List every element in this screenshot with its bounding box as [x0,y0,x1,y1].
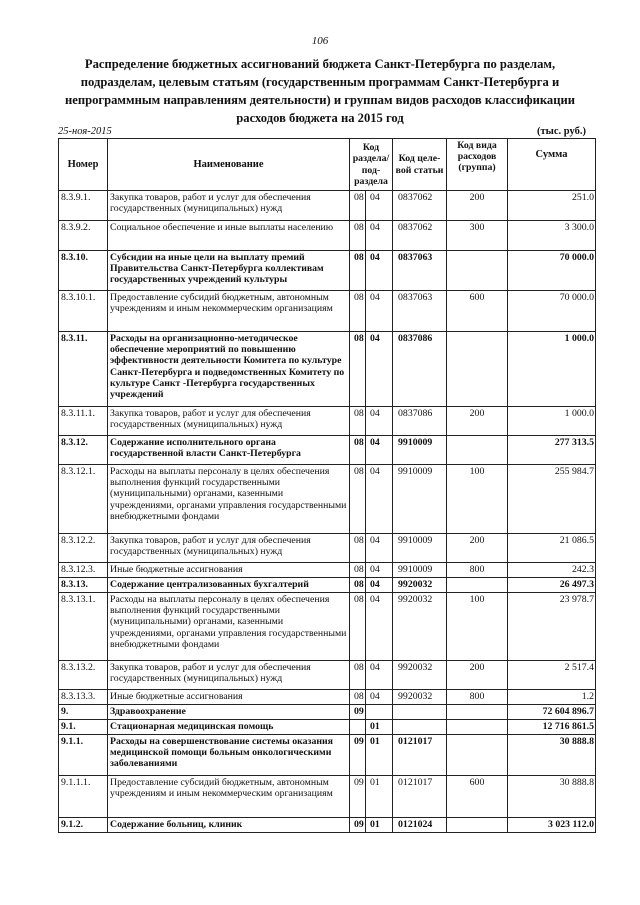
row-subsection-code: 04 [366,436,393,465]
row-amount: 251.0 [508,191,596,221]
row-number: 8.3.12. [59,436,108,465]
row-amount: 23 978.7 [508,593,596,661]
row-number: 8.3.12.1. [59,465,108,534]
row-article-code: 9920032 [393,578,447,593]
row-name: Содержание больниц, клиник [108,818,350,833]
row-subsection-code: 04 [366,291,393,332]
row-name: Содержание централизованных бухгалтерий [108,578,350,593]
row-subsection-code: 01 [366,818,393,833]
row-number: 8.3.9.2. [59,221,108,251]
row-number: 8.3.13.1. [59,593,108,661]
row-expense-type [447,578,508,593]
row-subsection-code: 04 [366,593,393,661]
page-number: 106 [311,35,329,47]
row-section-code: 09 [350,735,366,776]
title-line-2: подразделам, целевым статьям (государственным программам Санкт-Петербурга и [80,75,560,89]
row-amount: 1 000.0 [508,407,596,436]
row-expense-type [447,720,508,735]
row-subsection-code: 04 [366,465,393,534]
table-row [59,191,596,221]
header-amount: Сумма [508,139,596,191]
row-name: Закупка товаров, работ и услуг для обеспечения государственных (муниципальных) нужд [108,407,350,436]
row-number: 8.3.11.1. [59,407,108,436]
row-name: Субсидии на иные цели на выплату премий Правительства Санкт-Петербурга коллективам государственных учреждений культуры [108,251,350,291]
row-number: 9.1. [59,720,108,735]
table-row [59,818,596,833]
row-expense-type [447,436,508,465]
row-name: Содержание исполнительного органа государственной власти Санкт-Петербурга [108,436,350,465]
row-section-code: 08 [350,661,366,690]
row-article-code: 0837063 [393,251,447,291]
row-article-code: 9910009 [393,563,447,578]
row-article-code: 0837062 [393,191,447,221]
row-amount: 255 984.7 [508,465,596,534]
row-number: 8.3.11. [59,332,108,407]
row-name: Предоставление субсидий бюджетным, автономным учреждениям и иным некоммерческим организациям [108,776,350,818]
row-subsection-code: 04 [366,221,393,251]
row-expense-type [447,818,508,833]
header-article: Код целе- вой статьи [393,139,447,191]
row-amount: 3 023 112.0 [508,818,596,833]
row-expense-type: 200 [447,534,508,563]
table-row [59,291,596,332]
row-name: Иные бюджетные ассигнования [108,690,350,705]
title-line-1: Распределение бюджетных ассигнований бюджета Санкт-Петербурга по разделам, [84,57,556,71]
table-row [59,720,596,735]
row-name: Иные бюджетные ассигнования [108,563,350,578]
row-number: 9.1.1.1. [59,776,108,818]
row-expense-type: 800 [447,690,508,705]
table-header-row [59,139,596,191]
row-amount: 12 716 861.5 [508,720,596,735]
row-amount: 277 313.5 [508,436,596,465]
row-name: Расходы на выплаты персоналу в целях обеспечения выполнения функций государственными (муниципальными) органами, казенными учреждениями, органами управления государственными внебюджетными фондами [108,465,350,534]
row-article-code: 9910009 [393,465,447,534]
row-number: 8.3.13.2. [59,661,108,690]
row-article-code: 9910009 [393,436,447,465]
row-number: 8.3.12.2. [59,534,108,563]
row-number: 9.1.1. [59,735,108,776]
table-row [59,534,596,563]
row-expense-type: 600 [447,776,508,818]
row-expense-type: 600 [447,291,508,332]
row-section-code: 09 [350,776,366,818]
header-expense-type: Код вида расходов (группа) [447,139,508,191]
row-amount: 1 000.0 [508,332,596,407]
table-row [59,407,596,436]
row-number: 8.3.12.3. [59,563,108,578]
row-expense-type: 300 [447,221,508,251]
table-row [59,705,596,720]
row-expense-type: 800 [447,563,508,578]
row-section-code: 08 [350,221,366,251]
row-subsection-code: 01 [366,776,393,818]
row-number: 8.3.9.1. [59,191,108,221]
row-section-code: 08 [350,407,366,436]
header-name: Наименование [108,139,350,191]
row-section-code: 08 [350,251,366,291]
row-expense-type [447,705,508,720]
row-subsection-code: 04 [366,578,393,593]
row-section-code: 09 [350,818,366,833]
table-row [59,578,596,593]
row-section-code [350,720,366,735]
row-article-code: 9920032 [393,690,447,705]
row-article-code: 0837063 [393,291,447,332]
table-row [59,251,596,291]
row-expense-type: 200 [447,407,508,436]
row-article-code: 0837086 [393,332,447,407]
row-name: Социальное обеспечение и иные выплаты населению [108,221,350,251]
row-article-code [393,720,447,735]
row-expense-type: 200 [447,661,508,690]
row-section-code: 08 [350,534,366,563]
row-amount: 70 000.0 [508,291,596,332]
table-row [59,332,596,407]
row-name: Расходы на совершенствование системы оказания медицинской помощи больным онкологическими заболеваниями [108,735,350,776]
row-name: Закупка товаров, работ и услуг для обеспечения государственных (муниципальных) нужд [108,534,350,563]
row-subsection-code: 01 [366,720,393,735]
row-number: 8.3.10. [59,251,108,291]
document-title [40,55,600,127]
row-name: Здравоохранение [108,705,350,720]
table-row [59,465,596,534]
budget-table [58,138,596,833]
row-expense-type: 100 [447,593,508,661]
header-section: Код раздела/ под- раздела [350,139,393,191]
row-section-code: 08 [350,593,366,661]
row-section-code: 08 [350,465,366,534]
row-section-code: 08 [350,578,366,593]
row-section-code: 08 [350,690,366,705]
row-subsection-code: 04 [366,191,393,221]
row-subsection-code: 04 [366,661,393,690]
row-article-code: 0837086 [393,407,447,436]
row-article-code: 0121017 [393,776,447,818]
row-article-code: 9910009 [393,534,447,563]
row-amount: 26 497.3 [508,578,596,593]
row-subsection-code: 04 [366,332,393,407]
row-name: Стационарная медицинская помощь [108,720,350,735]
row-section-code: 08 [350,563,366,578]
row-number: 8.3.13. [59,578,108,593]
row-amount: 21 086.5 [508,534,596,563]
row-subsection-code: 04 [366,534,393,563]
row-name: Расходы на организационно-методическое обеспечение мероприятий по повышению эффективности деятельности Комитета по культуре Санкт-Петербурга и подведомственных Комитету по культуре Санкт -Петербурга государственных учреждений [108,332,350,407]
row-subsection-code: 04 [366,563,393,578]
table-row [59,690,596,705]
row-section-code: 09 [350,705,366,720]
row-subsection-code: 04 [366,251,393,291]
row-expense-type [447,251,508,291]
row-name: Предоставление субсидий бюджетным, автономным учреждениям и иным некоммерческим организациям [108,291,350,332]
row-subsection-code [366,705,393,720]
table-body [59,191,596,833]
row-amount: 30 888.8 [508,776,596,818]
row-subsection-code: 04 [366,690,393,705]
row-number: 8.3.13.3. [59,690,108,705]
row-section-code: 08 [350,332,366,407]
row-expense-type [447,332,508,407]
row-number: 9. [59,705,108,720]
row-amount: 3 300.0 [508,221,596,251]
table-row [59,563,596,578]
row-amount: 2 517.4 [508,661,596,690]
row-article-code: 9920032 [393,661,447,690]
row-amount: 30 888.8 [508,735,596,776]
table-row [59,221,596,251]
row-article-code [393,705,447,720]
row-subsection-code: 01 [366,735,393,776]
row-section-code: 08 [350,291,366,332]
row-number: 9.1.2. [59,818,108,833]
row-name: Расходы на выплаты персоналу в целях обеспечения выполнения функций государственными (муниципальными) органами, казенными учреждениями, органами управления государственными внебюджетными фондами [108,593,350,661]
row-article-code: 0837062 [393,221,447,251]
header-number: Номер [59,139,108,191]
units-label: (тыс. руб.) [537,126,586,137]
title-line-3: непрограммным направлениям деятельности) и группам видов расходов классификации [65,93,575,107]
row-expense-type [447,735,508,776]
row-amount: 242.3 [508,563,596,578]
row-article-code: 9920032 [393,593,447,661]
row-name: Закупка товаров, работ и услуг для обеспечения государственных (муниципальных) нужд [108,191,350,221]
row-section-code: 08 [350,191,366,221]
table-row [59,436,596,465]
document-date: 25-ноя-2015 [58,126,112,137]
title-line-4: расходов бюджета на 2015 год [236,111,404,125]
row-amount: 70 000.0 [508,251,596,291]
row-article-code: 0121024 [393,818,447,833]
row-amount: 72 604 896.7 [508,705,596,720]
row-article-code: 0121017 [393,735,447,776]
row-expense-type: 200 [447,191,508,221]
table-row [59,661,596,690]
table-row [59,735,596,776]
row-subsection-code: 04 [366,407,393,436]
row-number: 8.3.10.1. [59,291,108,332]
row-section-code: 08 [350,436,366,465]
row-name: Закупка товаров, работ и услуг для обеспечения государственных (муниципальных) нужд [108,661,350,690]
table-row [59,776,596,818]
row-expense-type: 100 [447,465,508,534]
row-amount: 1.2 [508,690,596,705]
table-row [59,593,596,661]
